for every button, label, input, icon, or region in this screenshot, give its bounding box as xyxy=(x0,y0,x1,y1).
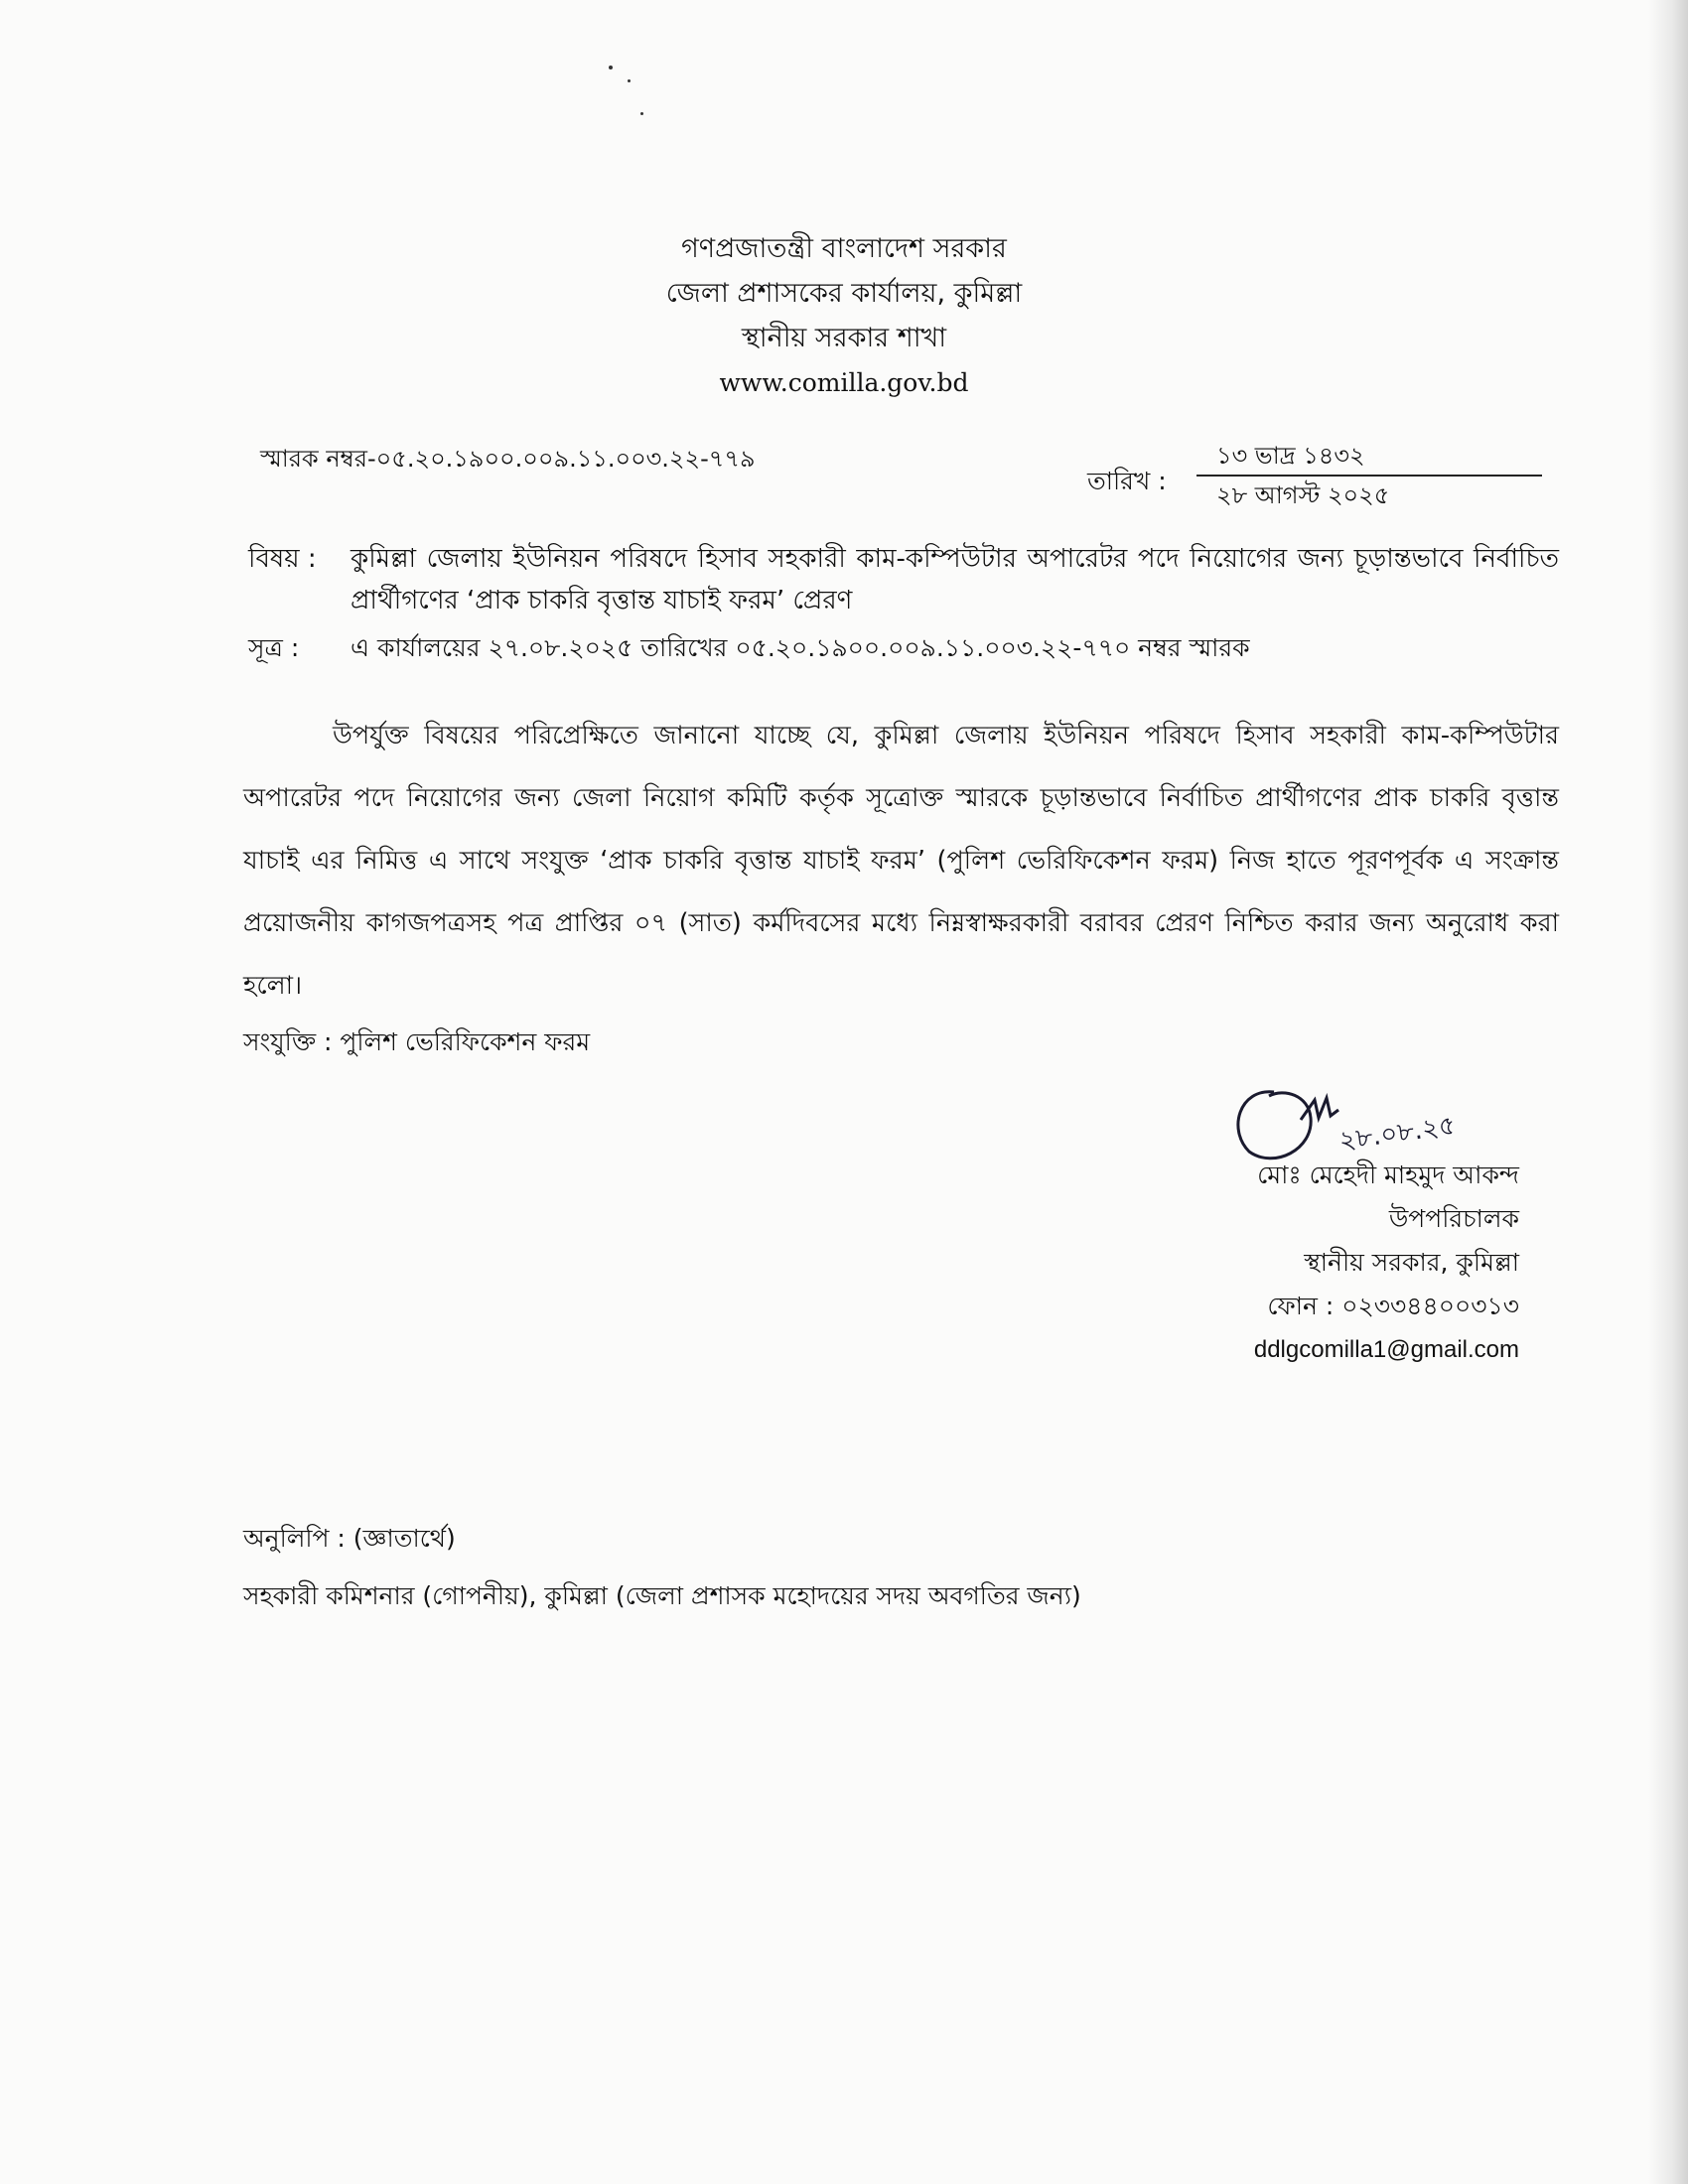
scan-speck xyxy=(609,66,613,69)
subject-text: কুমিল্লা জেলায় ইউনিয়ন পরিষদে হিসাব সহকারী কাম-কম্পিউটার অপারেটর পদে নিয়োগের জন্য চূড়ান্তভাবে নির্বাচিত প্রার্থীগণের ‘প্রাক চাকরি বৃত্তান্ত যাচাই ফরম’ প্রেরণ xyxy=(351,544,1559,615)
letterhead xyxy=(0,226,1688,405)
signer-name: মোঃ মেহেদী মাহমুদ আকন্দ xyxy=(1257,1160,1519,1189)
website-link[interactable]: www.comilla.gov.bd xyxy=(719,368,969,397)
date-bangla: ১৩ ভাদ্র ১৪৩২ xyxy=(1216,442,1365,470)
branch-name: স্থানীয় সরকার শাখা xyxy=(741,323,947,353)
signer-email[interactable]: ddlgcomilla1@gmail.com xyxy=(1253,1336,1519,1363)
signer-designation: উপপরিচালক xyxy=(1388,1204,1519,1233)
subject-label: বিষয় : xyxy=(248,544,317,574)
date-block xyxy=(1196,437,1542,514)
reference-block xyxy=(248,627,1559,669)
subject-block xyxy=(248,538,1559,621)
copy-label: অনুলিপি : (জ্ঞাতার্থে) xyxy=(243,1524,456,1553)
reference-text: এ কার্যালয়ের ২৭.০৮.২০২৫ তারিখের ০৫.২০.১৯০০.০০৯.১১.০০৩.২২-৭৭০ নম্বর স্মারক xyxy=(351,633,1250,662)
office-name: জেলা প্রশাসকের কার্যালয়, কুমিল্লা xyxy=(665,278,1023,309)
signature-date: ২৮.০৮.২৫ xyxy=(1336,1110,1458,1157)
body-paragraph: উপর্যুক্ত বিষয়ের পরিপ্রেক্ষিতে জানানো যাচ্ছে যে, কুমিল্লা জেলায় ইউনিয়ন পরিষদে হিসাব সহকারী কাম-কম্পিউটার অপারেটর পদে নিয়োগের জন্য জেলা নিয়োগ কমিটি কর্তৃক সূত্রোক্ত স্মারকে চূড়ান্তভাবে নির্বাচিত প্রার্থীগণের প্রাক চাকরি বৃত্তান্ত যাচাই এর নিমিত্ত এ সাথে সংযুক্ত ‘প্রাক চাকরি বৃত্তান্ত যাচাই ফরম’ (পুলিশ ভেরিফিকেশন ফরম) নিজ হাতে পূরণপূর্বক এ সংক্রান্ত প্রয়োজনীয় কাগজপত্রসহ পত্র প্রাপ্তির ০৭ (সাত) কর্মদিবসের মধ্যে নিম্নস্বাক্ষরকারী বরাবর প্রেরণ নিশ্চিত করার জন্য অনুরোধ করা হলো। xyxy=(243,721,1559,1001)
memo-number: স্মারক নম্বর-০৫.২০.১৯০০.০০৯.১১.০০৩.২২-৭৭৯ xyxy=(260,445,756,473)
copy-recipient: সহকারী কমিশনার (গোপনীয়), কুমিল্লা (জেলা প্রশাসক মহোদয়ের সদয় অবগতির জন্য) xyxy=(243,1581,1081,1610)
signer-block xyxy=(1142,1154,1519,1372)
attachment-note: সংযুক্তি : পুলিশ ভেরিফিকেশন ফরম xyxy=(243,1027,591,1056)
date-gregorian: ২৮ আগস্ট ২০২৫ xyxy=(1216,481,1390,509)
date-label: তারিখ : xyxy=(1087,467,1167,495)
scan-speck xyxy=(628,79,631,82)
reference-label: সূত্র : xyxy=(248,633,300,662)
scan-speck xyxy=(640,112,643,115)
signer-office: স্থানীয় সরকার, কুমিল্লা xyxy=(1304,1248,1519,1277)
signer-phone: ফোন : ০২৩৩৪৪০০৩১৩ xyxy=(1267,1292,1519,1320)
government-name: গণপ্রজাতন্ত্রী বাংলাদেশ সরকার xyxy=(681,233,1007,264)
